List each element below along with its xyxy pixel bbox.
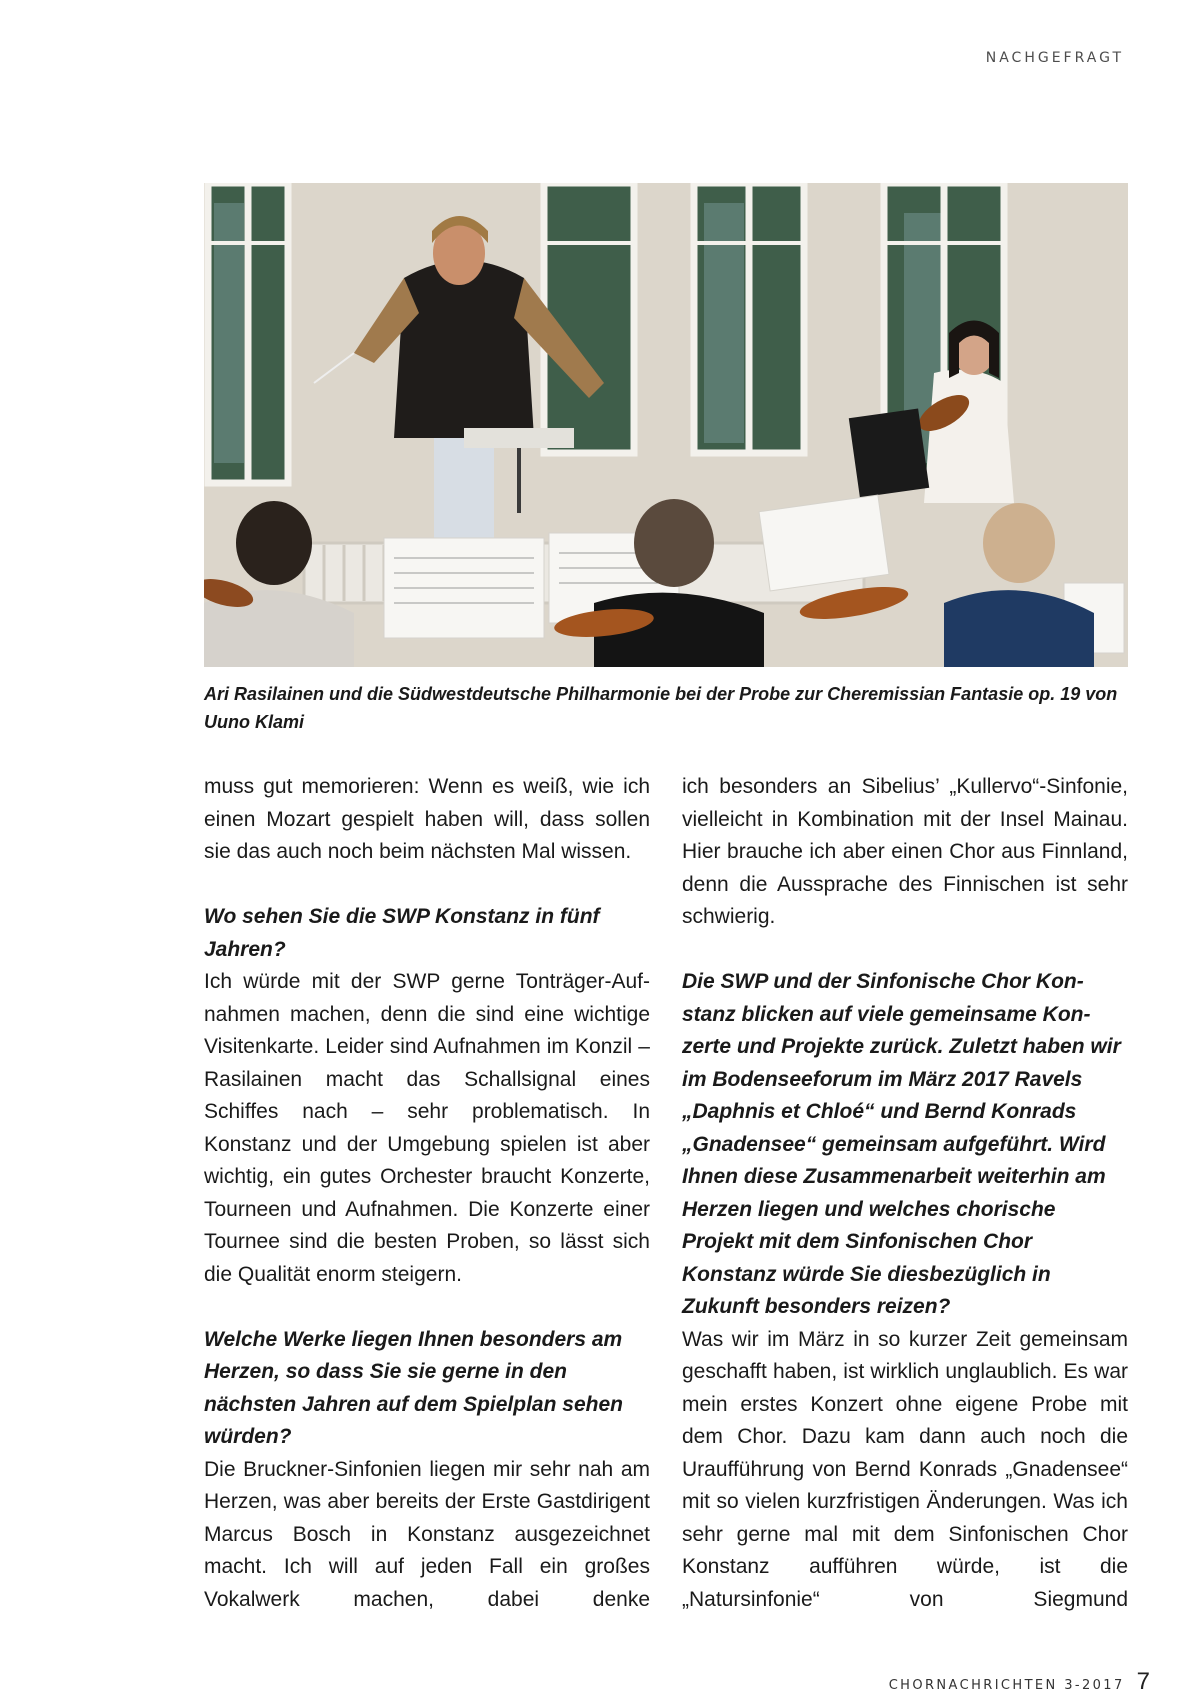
body-paragraph: Was wir im März in so kurzer Zeit gemeinsam geschafft haben, ist wirklich unglaublich. Es war mein erstes Konzert ohne eigene Probe mit dem Chor. Dazu kam dann auch noch die Uraufführung von Bernd Konrads „Gnadensee“ mit so vielen kurzfristigen Änderungen. Was ich sehr gerne mal mit dem Sinfonischen Chor Konstanz aufführen würde, ist die „Natursinfonie“ von Siegmund [682, 1327, 1128, 1611]
body-paragraph: Ich würde mit der SWP gerne Tonträger-Aufnahmen machen, denn die sind eine wichtige Visitenkarte. Leider sind Aufnahmen im Konzil – Rasilainen macht das Schallsignal eines Schiffes nach – sehr problematisch. In Konstanz und der Umgebung spielen ist aber wichtig, ein gutes Orchester braucht Konzerte, Tourneen und Aufnahmen. Die Konzerte einer Tournee sind die besten Proben, so lässt sich die Qualität enorm steigern. [204, 970, 650, 1286]
body-paragraph: ich besonders an Sibelius’ „Kullervo“-Sinfonie, vielleicht in Kombination mit der Insel Mainau. Hier brauche ich aber einen Chor aus Finnland, denn die Aussprache des Finnischen ist sehr schwierig. [682, 775, 1128, 928]
rehearsal-illustration [204, 183, 1128, 667]
article-column-left [204, 771, 650, 1616]
publication-title: CHORNACHRICHTEN 3-2017 [888, 1678, 1125, 1693]
body-paragraph: Die Bruckner-Sinfonien liegen mir sehr nah am Herzen, was aber bereits der Erste Gastdirigent Marcus Bosch in Konstanz ausgezeichnet macht. Ich will auf jeden Fall ein großes Vokalwerk machen, dabei denke [204, 1457, 650, 1611]
page-number: 7 [1136, 1668, 1150, 1695]
interview-question: Wo sehen Sie die SWP Konstanz in fünf Jahren? [204, 905, 600, 961]
section-label: NACHGEFRAGT [985, 50, 1124, 66]
article-column-right [682, 771, 1128, 1616]
page-footer [889, 1668, 1150, 1696]
photo-caption: Ari Rasilainen und die Südwestdeutsche Philharmonie bei der Probe zur Cheremissian Fantasie op. 19 von Uuno Klami [204, 684, 1118, 732]
body-paragraph: muss gut memorieren: Wenn es weiß, wie ich einen Mozart gespielt haben will, dass sollen sie das auch noch beim nächsten Mal wissen. [204, 775, 650, 863]
rehearsal-photo [204, 183, 1128, 667]
interview-question: Welche Werke liegen Ihnen besonders am Herzen, so dass Sie sie gerne in den nächsten Jahren auf dem Spielplan sehen würden? [204, 1327, 623, 1448]
interview-question: Die SWP und der Sinfonische Chor Konstanz blicken auf viele gemeinsame Konzerte und Projekte zurück. Zuletzt haben wir im Bodenseeforum im März 2017 Ravels „Daphnis et Chloé“ und Bernd Konrads „Gnadensee“ gemeinsam aufgeführt. Wird Ihnen diese Zusammenarbeit weiterhin am Herzen liegen und welches chorische Projekt mit dem Sinfonischen Chor Konstanz würde Sie diesbezüglich in Zukunft besonders reizen? [682, 970, 1121, 1318]
